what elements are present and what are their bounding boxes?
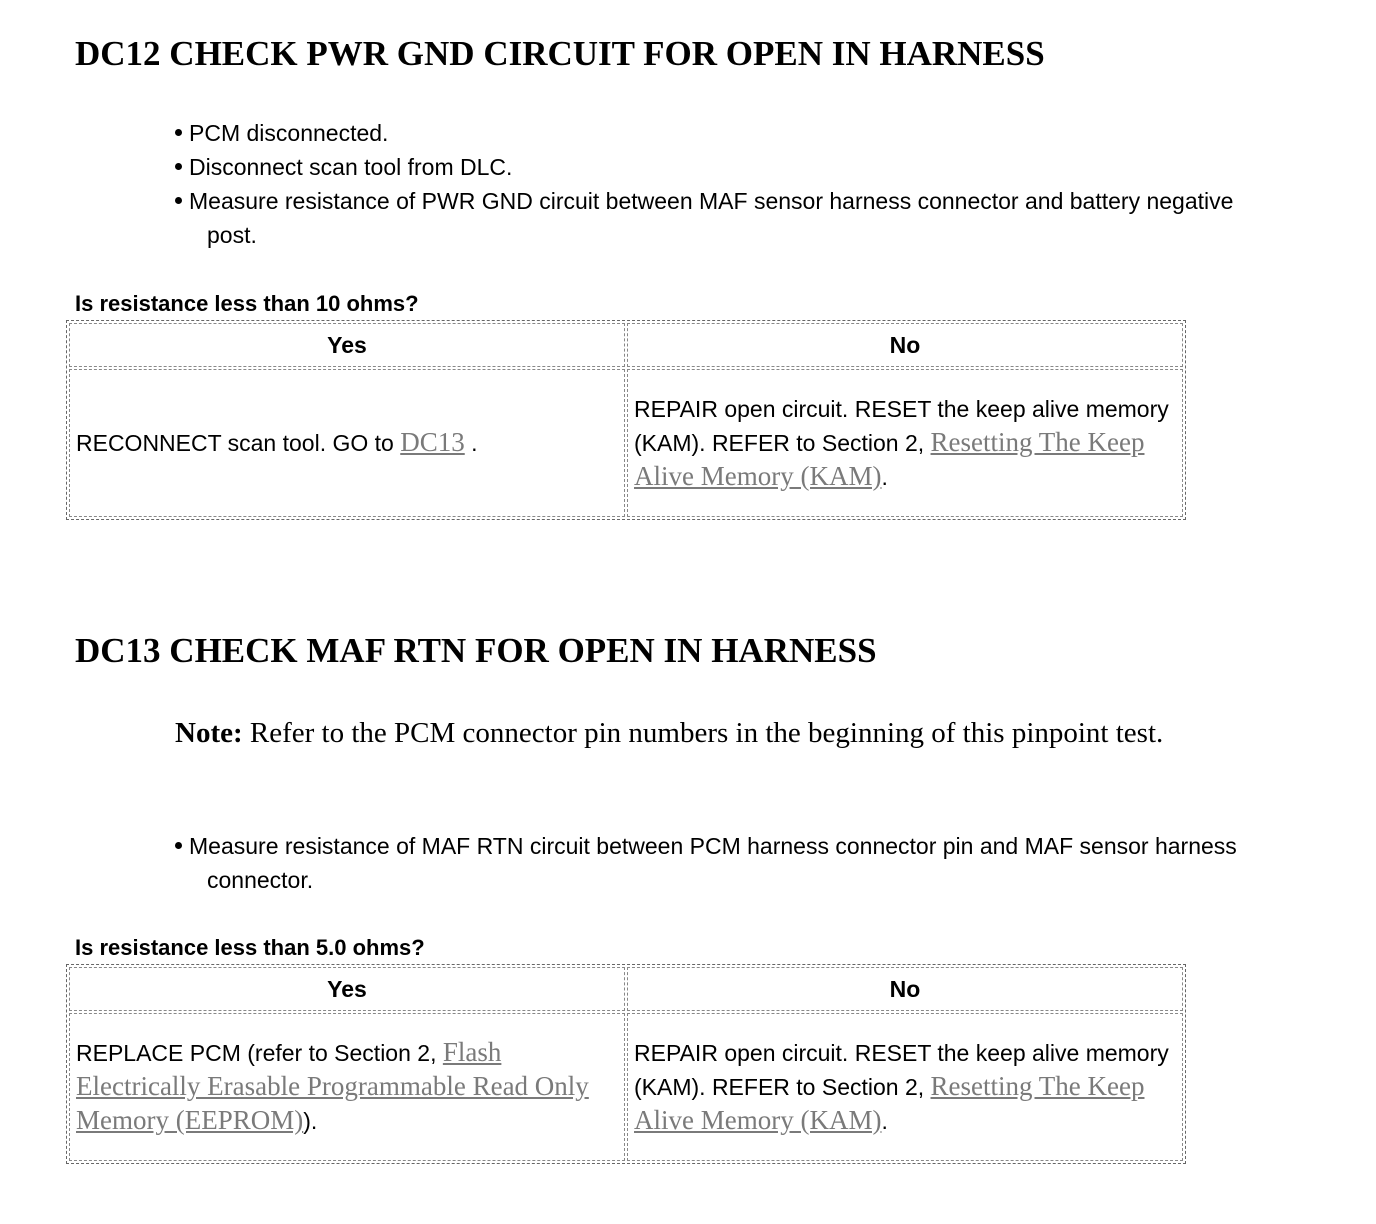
dc13-bullet-list [157,829,1267,897]
bullet-text: Disconnect scan tool from DLC. [189,154,513,180]
dc12-result-table [66,320,1186,520]
yes-suffix: . [464,430,478,456]
dc13-heading: DC13 CHECK MAF RTN FOR OPEN IN HARNESS [75,631,877,670]
list-item [157,116,1267,150]
dc13-note [175,714,1260,752]
dc13-result-table [66,964,1186,1164]
yes-column-header: Yes [69,323,625,367]
flash-eeprom-link[interactable]: Flash Electrically Erasable Programmable Read Only Memory (EEPROM) [76,1037,589,1135]
no-suffix: . [881,1107,888,1134]
no-column-header: No [627,323,1183,367]
note-text: Refer to the PCM connector pin numbers in the beginning of this pinpoint test. [242,717,1164,749]
list-item [157,184,1267,252]
list-item [157,829,1267,897]
yes-cell [69,369,625,517]
reset-kam-link[interactable]: Resetting The Keep Alive Memory (KAM) [634,426,1145,491]
bullet-icon [175,197,182,204]
bullet-icon [175,129,182,136]
no-cell [627,369,1183,517]
dc12-heading: DC12 CHECK PWR GND CIRCUIT FOR OPEN IN HARNESS [75,34,1045,73]
yes-cell [69,1013,625,1161]
bullet-icon [175,163,182,170]
yes-text: RECONNECT scan tool. GO to [76,430,394,456]
no-text: REPAIR open circuit. RESET the keep alive memory (KAM). REFER to Section 2, [634,1039,1169,1100]
reset-kam-link[interactable]: Resetting The Keep Alive Memory (KAM) [634,1070,1145,1135]
dc12-question: Is resistance less than 10 ohms? [75,291,419,316]
bullet-text: Measure resistance of MAF RTN circuit between PCM harness connector pin and MAF sensor harness connector. [189,833,1237,893]
bullet-icon [175,842,182,849]
bullet-text: Measure resistance of PWR GND circuit between MAF sensor harness connector and battery negative post. [189,188,1234,248]
no-cell [627,1013,1183,1161]
no-suffix: . [881,463,888,490]
dc12-bullet-list [157,116,1267,252]
yes-suffix: ). [303,1108,318,1134]
dc13-link[interactable]: DC13 [400,427,465,457]
yes-text: REPLACE PCM (refer to Section 2, [76,1040,443,1066]
no-text: REPAIR open circuit. RESET the keep alive memory (KAM). REFER to Section 2, [634,395,1169,456]
list-item [157,150,1267,184]
note-label: Note: [175,717,243,749]
bullet-text: PCM disconnected. [189,120,389,146]
dc13-question: Is resistance less than 5.0 ohms? [75,935,425,960]
yes-column-header: Yes [69,967,625,1011]
no-column-header: No [627,967,1183,1011]
